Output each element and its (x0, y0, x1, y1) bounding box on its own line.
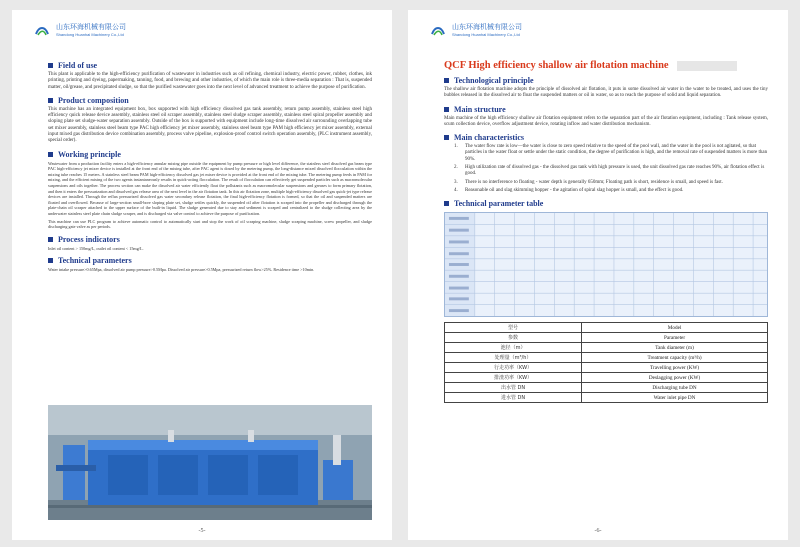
company-logo-icon (34, 22, 50, 38)
table-cell: Travelling power (KW) (582, 363, 768, 373)
list-item (454, 165, 768, 178)
section-title: Field of use (58, 61, 98, 70)
table-cell: Deslagging power (KW) (582, 373, 768, 383)
square-bullet-icon (48, 98, 53, 103)
title-decor-bar (677, 61, 737, 71)
company-logo (430, 22, 522, 38)
page-number: -6- (594, 528, 602, 534)
company-name-cn: 山东环海机械有限公司 (452, 22, 522, 31)
section-text: This plant is applicable to the high-efficiency purification of wastewater in industries such as oil refining, chemical industry, electric power, rubber, clothes, ink printing, printing and dyeing, papermaking, tanning, food, and brewing and other industries, of which the main role is three-media separation : That is, suspended matter, oil/grease, and precipitated sludge, so that the purified wastewater goes into the next level of advanced treatment to achieve the purpose of purification. (48, 72, 372, 90)
section-title: Main characteristics (454, 133, 524, 143)
section-heading (48, 256, 372, 265)
main-title: QCF High efficiency shallow air flotation machine (444, 60, 669, 71)
page-number: -5- (198, 528, 206, 534)
section-title: Product composition (58, 95, 129, 105)
table-row (445, 373, 768, 383)
table-cell: 处理量（m³/h） (445, 353, 582, 363)
section-text: Wastewater from a production facility enters a high-efficiency annular mixing pipe outside the equipment by pump pressure or high level difference, the stainless steel dissolved gas beam type PAC high-efficiency jet mixer device is installed at the front end of the mixing tube, after PAC agent is dosed by the metering pump, the long-distance mixed dissolved flocculation within the mixing tube reaches 15 meters. A stainless steel beam PAM high-efficiency dissolved gas jet mixer device is provided at the front end of the mixing tube. The metering pump feeds in PAM for mixing, and the efficient mixing of the two agents instantaneously results in quick-acting flocculation. The result of flocculation can effectively get suspended particles such as macromolecular suspensions and oils together. The process section can make the dissolved air water efficiently float the pollutants such as macromolecular suspensions and greases to form primary flotation, and then it enters the pressurization and dissolved gas release area of the next level in the air flotation tank. In this air flotation zone, multiple high-efficiency dissolved gas quick-jet type release devices are installed. Through the reflux pressurized dissolved gas water secondary release flotation, the final high-efficiency flotation is formed, so that the oil and suspended matters are floated and overflowed. Because of large-section small-bore sloping plate set, sludge settles quickly, the suspended oil after flotation is scraped into the propeller and discharged through the plate-chain oil scraper attached to the upper surface of the built-in liquid. The sludge generated due to stay and sediment is scraped and centralized to the sludge collecting area by the underwater stainless steel plate chain sludge scraper, and is discharged via valve control to achieve the purpose of purification. (48, 160, 372, 217)
table-cell: Model (582, 323, 768, 333)
section-title: Technical parameters (58, 256, 132, 266)
left-page (12, 10, 392, 540)
table-row (445, 363, 768, 373)
square-bullet-icon (48, 258, 53, 263)
table-cell: Treatment capacity (m³/h) (582, 353, 768, 363)
section-heading (48, 61, 372, 70)
company-name-en: Shandong Huanhai Machinery Co.,Ltd (56, 31, 124, 37)
table-cell: 出水管 DN (445, 383, 582, 393)
equipment-photo (48, 405, 372, 520)
technical-parameter-table-image (444, 212, 768, 317)
list-text: High utilization rate of dissolved gas - the dissolved gas tank with high pressure is used, the unit dissolved gas rate reaches 90%, air flotation effect is good. (465, 165, 765, 177)
section-heading (48, 96, 372, 105)
list-number: 1. (454, 144, 458, 150)
table-cell: 参数 (445, 333, 582, 343)
list-text: The water flow rate is low—the water is close to zero speed relative to the speed of the pool wall, and the water in the pool is not agitated, so that particles in the water float or settle under the static condition, the degree of purification is high, and the removal rate of suspended matters is more than 90%. (465, 144, 768, 162)
left-content (48, 56, 372, 273)
table-cell: Water inlet pipe DN (582, 393, 768, 403)
list-item (454, 144, 768, 163)
section-heading (48, 150, 372, 159)
table-cell: 排渣功率（KW） (445, 373, 582, 383)
square-bullet-icon (444, 107, 449, 112)
table-cell: Discharging tube DN (582, 383, 768, 393)
square-bullet-icon (48, 152, 53, 157)
section-title: Main structure (454, 104, 506, 114)
table-row (445, 323, 768, 333)
section-text: This machine has an integrated equipment box, box supported with high efficiency dissolved gas tank assembly, return pump assembly, stainless steel high efficiency quick release device assembly, stainless steel oil scraper assembly, stainless steel sludge scraper assembly, stainless steel spiral propeller assembly and sloping plate set sludge-water separation assembly. Outside of the box is supported with equipment include long-time dissolved air surrounding overlapping tube set mixer assembly, stainless steel beam type PAC high efficiency jet mixer assembly, stainless steel beam type PAM high efficiency jet mixer assembly, external input mixed gas distribution device combination assembly, process valve pipeline, explosion-proof control switch operation assembly, (PLC instrument assembly, special order). (48, 106, 372, 144)
table-cell: 型号 (445, 323, 582, 333)
parameter-legend-table (444, 322, 768, 403)
list-number: 3. (454, 179, 458, 185)
table-cell: Parameter (582, 333, 768, 343)
right-content (444, 58, 768, 403)
characteristics-list (454, 144, 768, 194)
company-name-en: Shandong Huanhai Machinery Co.,Ltd (452, 31, 520, 37)
section-text: Water intake pressure>0.65Mpa, dissolved air pump pressure>0.5Mpa. Dissolved air pressure>0.5Mpa, pressurized return flow>25%. Residence time >10min. (48, 267, 315, 273)
list-number: 4. (454, 187, 458, 193)
company-logo-icon (430, 22, 446, 38)
table-cell: 进水管 DN (445, 393, 582, 403)
square-bullet-icon (48, 63, 53, 68)
section-heading (444, 76, 768, 85)
table-row (445, 343, 768, 353)
section-text: Inlet oil content > 150mg/L, outlet oil content < 15mg/L. (48, 245, 144, 251)
table-cell: Tank diameter (m) (582, 343, 768, 353)
section-heading (48, 235, 372, 244)
square-bullet-icon (444, 135, 449, 140)
section-title: Process indicators (58, 234, 120, 244)
right-page (408, 10, 788, 540)
section-heading (444, 199, 768, 208)
square-bullet-icon (444, 78, 449, 83)
section-title: Technical parameter table (454, 199, 544, 209)
list-text: There is no interference to floating - water depth is generally 650mm; Floating path is short, residence is small, and speed is fast. (465, 179, 723, 185)
table-row (445, 383, 768, 393)
list-text: Reasonable oil and slag skimming hopper - the agitation of spiral slag hopper is small, and the effect is good. (465, 187, 684, 193)
table-row (445, 333, 768, 343)
list-item (454, 188, 768, 194)
table-row (445, 393, 768, 403)
company-logo (34, 22, 126, 38)
section-title: Working principle (58, 149, 121, 159)
section-title: Technological principle (454, 76, 534, 85)
list-number: 2. (454, 165, 458, 171)
section-heading (444, 133, 768, 142)
square-bullet-icon (444, 201, 449, 206)
table-cell: 行走功率（KW） (445, 363, 582, 373)
section-text: The shallow air flotation machine adopts the principle of dissolved air flotation, it puts in some dissolved air water in the water to be treated, and uses the tiny bubbles released in the dissolved air to float the suspended matters or oil in water, so as to reach the purpose of solid and liquid separation. (444, 87, 768, 99)
square-bullet-icon (48, 237, 53, 242)
section-text: Main machine of the high efficiency shallow air flotation equipment refers to the separation part of the air flotation equipment, including : Tank release system, scum collection device, overflow adjustment device, rotating inflow and water distribution mechanism. (444, 115, 768, 127)
table-row (445, 353, 768, 363)
section-text: This machine can use PLC program to achieve automatic control to automatically start and stop the work of oil scraping machine, sludge scraping machine, screw propeller, and sludge discharging gate valve as per periods. (48, 218, 372, 230)
section-heading (444, 105, 768, 114)
table-cell: 池径（m） (445, 343, 582, 353)
list-item (454, 180, 768, 186)
company-name-cn: 山东环海机械有限公司 (56, 22, 126, 31)
